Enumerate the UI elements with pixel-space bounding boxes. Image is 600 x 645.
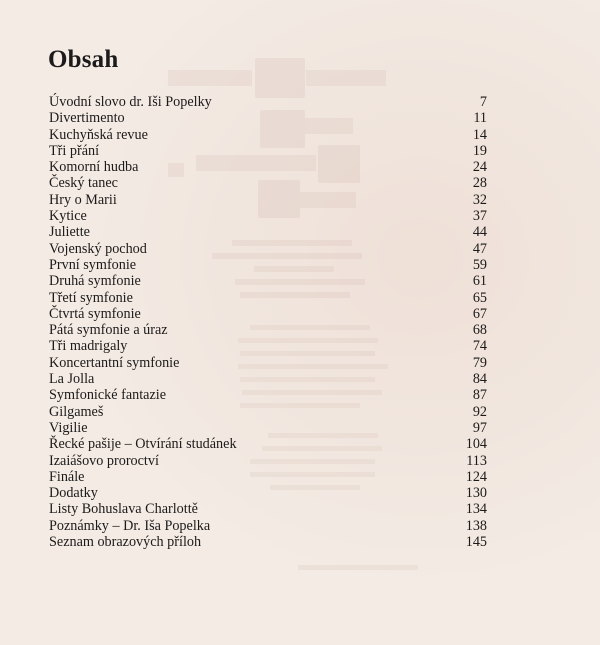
toc-entry-label: Seznam obrazových příloh [49,534,202,551]
toc-entry [49,175,487,191]
toc-entry [49,485,487,501]
toc-entry-label: Symfonické fantazie [49,387,166,404]
toc-entry-page-number: 37 [472,208,487,225]
toc-entry-page-number: 74 [472,338,487,355]
toc-entry-label: Kytice [49,208,87,225]
toc-entry-page-number: 138 [465,517,487,534]
toc-entry-label: Třetí symfonie [49,289,133,306]
toc-entry-label: Poznámky – Dr. Iša Popelka [49,517,211,534]
toc-entry-label: Komorní hudba [49,159,139,176]
toc-entry-label: Druhá symfonie [49,273,141,290]
toc-entry [49,224,487,240]
toc-entry [49,257,487,273]
toc-entry [49,290,487,306]
page-title: Obsah [48,46,119,73]
toc-entry-page-number: 134 [465,501,487,518]
toc-entry-page-number: 28 [472,175,487,192]
toc-entry-page-number: 65 [472,289,487,306]
toc-entry-label: Kuchyňská revue [49,126,148,143]
toc-entry [49,273,487,289]
toc-entry [49,208,487,224]
toc-entry-page-number: 67 [472,305,487,322]
toc-entry-label: Listy Bohuslava Charlottě [49,501,198,518]
toc-entry-label: Řecké pašije – Otvírání studánek [49,436,237,453]
toc-entry [49,127,487,143]
toc-entry-label: Izaiášovo proroctví [49,452,159,469]
toc-entry [49,453,487,469]
toc-entry [49,94,487,110]
toc-entry [49,404,487,420]
toc-entry [49,338,487,354]
toc-entry-page-number: 84 [472,371,487,388]
toc-entry [49,322,487,338]
toc-entry [49,306,487,322]
toc-entry-page-number: 44 [472,224,487,241]
toc-entry-page-number: 7 [479,94,487,110]
toc-entry-page-number: 87 [472,387,487,404]
toc-entry-page-number: 24 [472,159,487,176]
toc-entry-page-number: 113 [466,452,487,469]
toc-entry-page-number: 32 [472,191,487,208]
toc-entry-label: Úvodní slovo dr. Iši Popelky [49,94,212,110]
toc-entry-page-number: 19 [472,142,487,159]
toc-entry-page-number: 97 [472,419,487,436]
toc-entry-label: Finále [49,468,85,485]
toc-entry [49,518,487,534]
toc-entry [49,110,487,126]
toc-entry-page-number: 68 [472,322,487,339]
toc-entry-page-number: 79 [472,354,487,371]
toc-entry [49,420,487,436]
toc-entry-label: Tři přání [49,142,100,159]
toc-entry [49,355,487,371]
toc-entry [49,436,487,452]
toc-entry-label: První symfonie [49,256,137,273]
toc-entry-label: Vigilie [49,419,88,436]
toc-entry-label: Divertimento [49,110,125,127]
toc-entry-label: Tři madrigaly [49,338,128,355]
toc-entry-page-number: 145 [465,534,487,551]
toc-entry-label: Vojenský pochod [49,240,147,257]
toc-entry [49,501,487,517]
toc-entry-label: Juliette [49,224,90,241]
toc-entry [49,192,487,208]
toc-entry [49,534,487,550]
toc-entry-page-number: 124 [465,468,487,485]
toc-entry-label: Čtvrtá symfonie [49,305,141,322]
toc-entry-label: Gilgameš [49,403,104,420]
toc-entry-page-number: 130 [465,485,487,502]
toc-entry-label: Pátá symfonie a úraz [49,322,168,339]
toc-entry-label: Koncertantní symfonie [49,354,180,371]
toc-entry [49,241,487,257]
toc-entry-label: Hry o Marii [49,191,117,208]
toc-entry [49,387,487,403]
toc-entry-page-number: 11 [473,110,487,127]
table-of-contents [49,94,487,550]
toc-entry [49,159,487,175]
toc-entry-page-number: 14 [472,126,487,143]
toc-entry-page-number: 92 [472,403,487,420]
toc-entry-label: Dodatky [49,485,98,502]
toc-entry-page-number: 104 [465,436,487,453]
toc-entry [49,469,487,485]
toc-entry-page-number: 47 [472,240,487,257]
toc-entry [49,143,487,159]
toc-entry-page-number: 59 [472,256,487,273]
toc-entry-page-number: 61 [472,273,487,290]
toc-entry-label: Český tanec [49,175,118,192]
toc-entry-label: La Jolla [49,371,95,388]
toc-entry [49,371,487,387]
